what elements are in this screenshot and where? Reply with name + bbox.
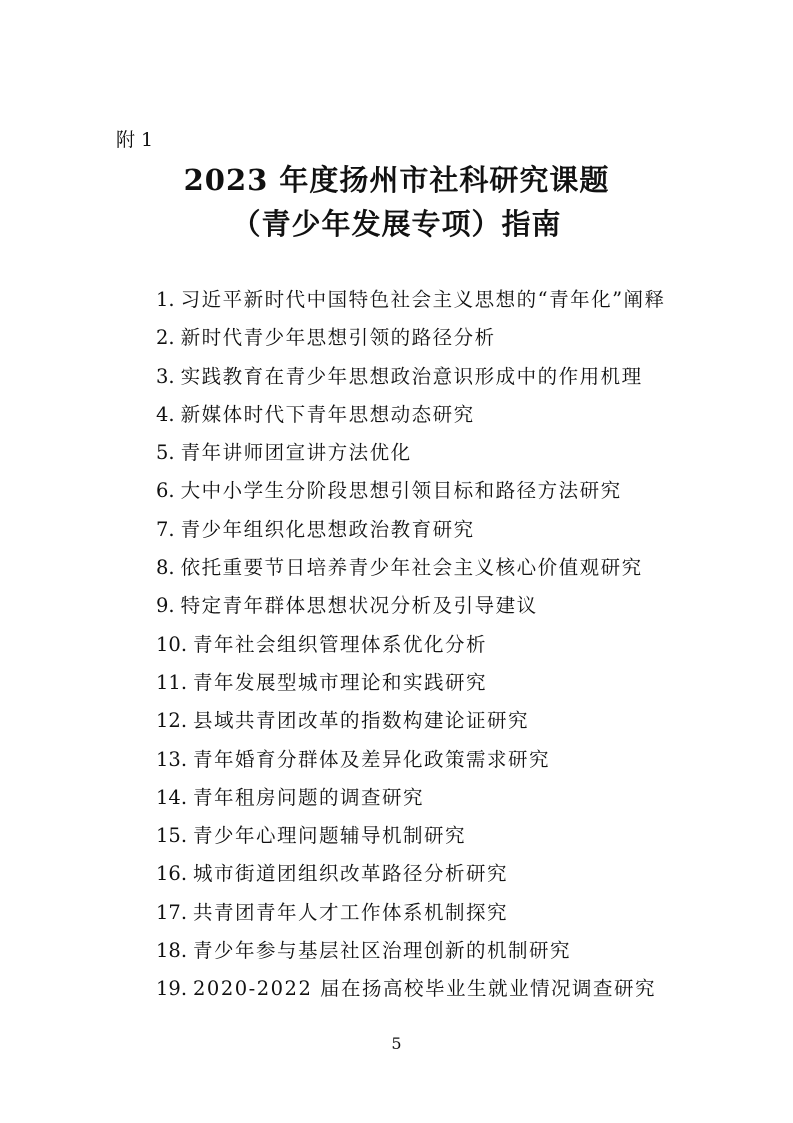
topic-text: 大中小学生分阶段思想引领目标和路径方法研究 bbox=[180, 479, 622, 503]
title-line-2: （青少年发展专项）指南 bbox=[231, 207, 562, 241]
topic-item bbox=[156, 358, 716, 396]
topic-text: 青年租房问题的调查研究 bbox=[193, 785, 425, 809]
topic-item bbox=[156, 970, 716, 1008]
topic-item bbox=[156, 281, 716, 319]
topic-text: 实践教育在青少年思想政治意识形成中的作用机理 bbox=[180, 364, 643, 388]
topic-text: 县域共青团改革的指数构建论证研究 bbox=[193, 709, 530, 733]
topic-text: 依托重要节日培养青少年社会主义核心价值观研究 bbox=[180, 556, 643, 580]
topic-number: 7. bbox=[156, 517, 175, 541]
attachment-label: 附 1 bbox=[116, 129, 154, 151]
topic-number: 10. bbox=[156, 632, 188, 656]
topic-number: 2. bbox=[156, 326, 175, 350]
title-line-1: 2023 年度扬州市社科研究课题 bbox=[183, 163, 610, 197]
topic-text: 青年发展型城市理论和实践研究 bbox=[193, 670, 488, 694]
topic-number: 3. bbox=[156, 364, 175, 388]
topic-list bbox=[156, 281, 716, 1009]
topic-item bbox=[156, 587, 716, 625]
topic-number: 5. bbox=[156, 441, 175, 465]
topic-item bbox=[156, 855, 716, 893]
topic-text: 习近平新时代中国特色社会主义思想的“青年化”阐释 bbox=[180, 288, 666, 311]
topic-item bbox=[156, 741, 716, 779]
topic-item bbox=[156, 434, 716, 472]
topic-item bbox=[156, 664, 716, 702]
topic-number: 11. bbox=[156, 670, 188, 694]
topic-number: 8. bbox=[156, 556, 175, 580]
topic-text: 青年婚育分群体及差异化政策需求研究 bbox=[193, 747, 551, 771]
topic-number: 19. bbox=[156, 977, 188, 1001]
topic-item bbox=[156, 626, 716, 664]
topic-text: 青少年参与基层社区治理创新的机制研究 bbox=[193, 939, 572, 963]
topic-text: 青年讲师团宣讲方法优化 bbox=[180, 441, 412, 465]
topic-text: 青少年组织化思想政治教育研究 bbox=[180, 517, 475, 541]
topic-number: 9. bbox=[156, 594, 175, 618]
topic-item bbox=[156, 549, 716, 587]
topic-item bbox=[156, 932, 716, 970]
topic-number: 6. bbox=[156, 479, 175, 503]
topic-number: 14. bbox=[156, 785, 188, 809]
document-title bbox=[0, 158, 793, 246]
page-number: 5 bbox=[391, 1034, 402, 1053]
topic-item bbox=[156, 702, 716, 740]
topic-text: 青少年心理问题辅导机制研究 bbox=[193, 824, 467, 848]
topic-item bbox=[156, 472, 716, 510]
topic-number: 4. bbox=[156, 402, 175, 426]
topic-number: 12. bbox=[156, 709, 188, 733]
topic-item bbox=[156, 779, 716, 817]
topic-number: 15. bbox=[156, 824, 188, 848]
topic-text: 特定青年群体思想状况分析及引导建议 bbox=[180, 594, 538, 618]
topic-item bbox=[156, 817, 716, 855]
topic-number: 16. bbox=[156, 862, 188, 886]
topic-text: 新媒体时代下青年思想动态研究 bbox=[180, 402, 475, 426]
topic-number: 13. bbox=[156, 747, 188, 771]
topic-item bbox=[156, 319, 716, 357]
topic-text: 新时代青少年思想引领的路径分析 bbox=[180, 326, 496, 350]
topic-number: 17. bbox=[156, 900, 188, 924]
topic-text: 2020-2022 届在扬高校毕业生就业情况调查研究 bbox=[193, 977, 657, 1001]
topic-text: 共青团青年人才工作体系机制探究 bbox=[193, 900, 509, 924]
topic-text: 青年社会组织管理体系优化分析 bbox=[193, 632, 488, 656]
topic-item bbox=[156, 511, 716, 549]
topic-item bbox=[156, 396, 716, 434]
topic-number: 1. bbox=[156, 288, 175, 311]
topic-item bbox=[156, 894, 716, 932]
topic-text: 城市街道团组织改革路径分析研究 bbox=[193, 862, 509, 886]
topic-number: 18. bbox=[156, 939, 188, 963]
